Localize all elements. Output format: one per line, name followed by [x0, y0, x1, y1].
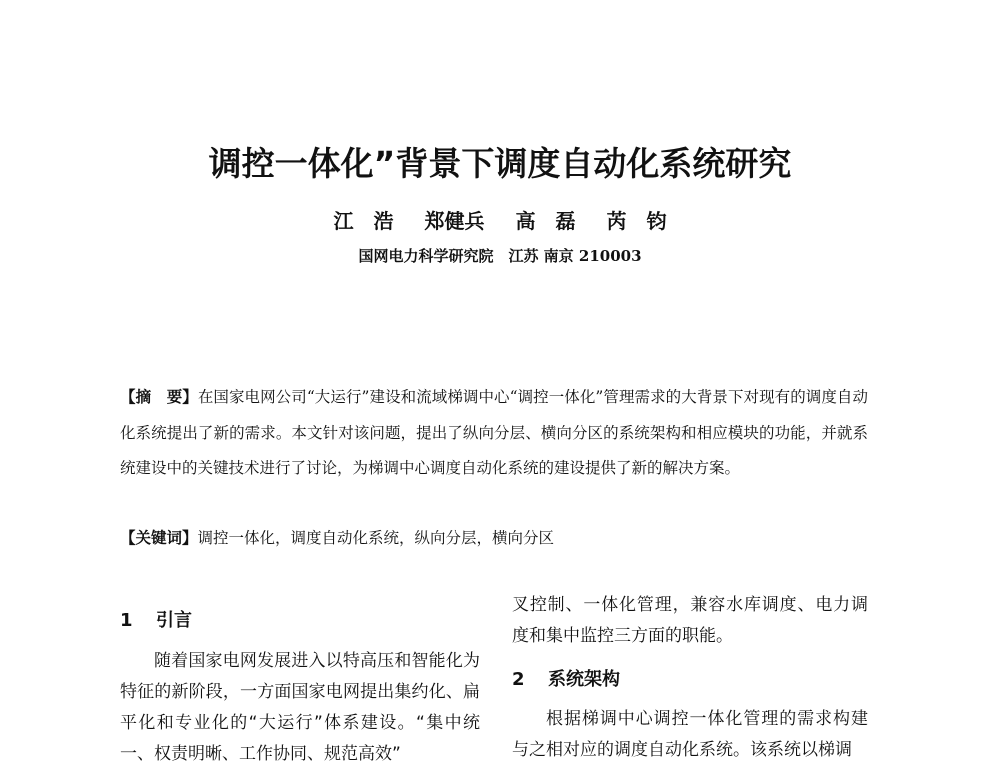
- paper-title: 调控一体化”背景下调度自动化系统研究: [208, 144, 792, 183]
- keywords: [120, 523, 868, 553]
- continuation-paragraph: 叉控制、一体化管理，兼容水库调度、电力调度和集中监控三方面的职能。: [512, 595, 868, 646]
- section-title: 引言: [156, 610, 192, 631]
- author-name: 芮 钧: [606, 209, 667, 233]
- author-name: 高 磊: [515, 209, 576, 233]
- section2-paragraph: 根据梯调中心调控一体化管理的需求构建与之相对应的调度自动化系统。该系统以梯调: [512, 709, 868, 760]
- right-column-continuation: [512, 590, 868, 652]
- left-column-body: [120, 646, 480, 770]
- abstract-label: 【摘 要】: [120, 388, 198, 406]
- abstract: [120, 380, 868, 487]
- section-heading-1: [120, 606, 192, 632]
- right-column-body: [512, 704, 868, 766]
- keywords-text: 调控一体化，调度自动化系统，纵向分层，横向分区: [197, 529, 555, 547]
- keywords-label: 【关键词】: [120, 529, 198, 547]
- section-number: 2: [512, 669, 525, 690]
- affiliation: 国网电力科学研究院 江苏 南京 210003: [358, 247, 642, 265]
- section-number: 1: [120, 610, 133, 631]
- section-heading-2: [512, 665, 620, 691]
- author-list: [0, 205, 1000, 234]
- section-title: 系统架构: [548, 669, 620, 690]
- abstract-text: 在国家电网公司“大运行”建设和流域梯调中心“调控一体化”管理需求的大背景下对现有的调度自动化系统提出了新的需求。本文针对该问题，提出了纵向分层、横向分区的系统架构和相应模块的功能，并就系统建设中的关键技术进行了讨论，为梯调中心调度自动化系统的建设提供了新的解决方案。: [120, 388, 868, 477]
- intro-paragraph: 随着国家电网发展进入以特高压和智能化为特征的新阶段，一方面国家电网提出集约化、扁平化和专业化的“大运行”体系建设。“集中统一、权责明晰、工作协同、规范高效”: [120, 651, 480, 764]
- author-name: 江 浩: [333, 209, 394, 233]
- author-name: 郑健兵: [424, 209, 485, 233]
